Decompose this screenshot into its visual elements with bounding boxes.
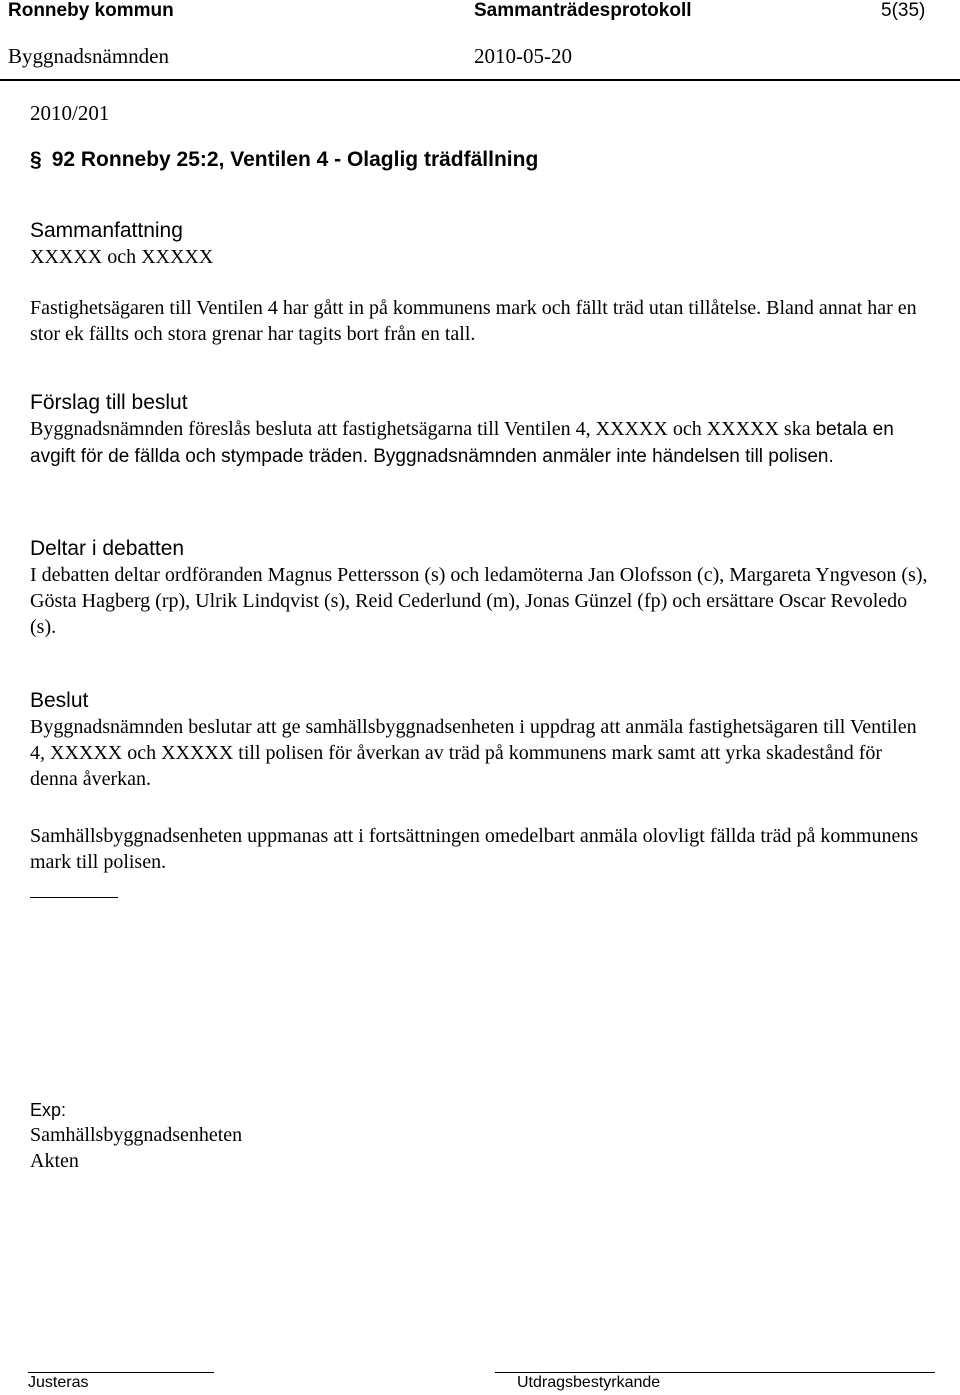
summary-names: XXXXX och XXXXX <box>30 246 214 268</box>
document-type: Sammanträdesprotokoll <box>474 0 692 21</box>
distribution-recipient: Samhällsbyggnadsenheten <box>30 1124 243 1146</box>
decision-text-2-block <box>30 823 930 875</box>
proposal-text-serif: Byggnadsnämnden föreslås besluta att fastighetsägarna till Ventilen 4, XXXXX och XXXXX ska <box>30 418 811 440</box>
debate-text: I debatten deltar ordföranden Magnus Pettersson (s) och ledamöterna Jan Olofsson (c), Margareta Yngveson (s), Gösta Hagberg (rp), Ulrik Lindqvist (s), Reid Cederlund (m), Jonas Günzel (fp) och ersättare Oscar Revoledo (s). <box>30 564 928 638</box>
decision-text-1: Byggnadsnämnden beslutar att ge samhällsbyggnadsenheten i uppdrag att anmäla fastighetsägaren till Ventilen 4, XXXXX och XXXXX till polisen för åverkan av träd på kommunens mark samt att yrka skadestånd för denna åverkan. <box>30 716 917 790</box>
section-end-rule <box>30 897 118 898</box>
debate-section <box>30 536 930 640</box>
meeting-date: 2010-05-20 <box>474 44 572 68</box>
decision-text-2: Samhällsbyggnadsenheten uppmanas att i fortsättningen omedelbart anmäla olovligt fällda träd på kommunens mark till polisen. <box>30 825 919 873</box>
summary-section <box>30 218 930 270</box>
summary-text-block <box>30 295 930 347</box>
proposal-heading: Förslag till beslut <box>30 391 188 414</box>
debate-heading: Deltar i debatten <box>30 537 185 560</box>
section-title <box>30 148 538 172</box>
header-divider <box>0 79 960 81</box>
proposal-text-sans: betala en avgift för de fällda och stympade träden. Byggnadsnämnden anmäler inte händelsen till polisen. <box>30 419 894 467</box>
footer-justeras: Justeras <box>28 1374 89 1391</box>
municipality-name: Ronneby kommun <box>8 0 174 21</box>
summary-text: Fastighetsägaren till Ventilen 4 har gått in på kommunens mark och fällt träd utan tillåtelse. Bland annat har en stor ek fällts och stora grenar har tagits bort från en tall. <box>30 297 917 345</box>
distribution-label: Exp: <box>30 1100 67 1120</box>
section-sign: § <box>30 148 42 171</box>
decision-section <box>30 688 930 792</box>
justeras-signature-line <box>28 1372 214 1373</box>
section-title-text: 92 Ronneby 25:2, Ventilen 4 - Olaglig trädfällning <box>51 148 539 171</box>
committee-name: Byggnadsnämnden <box>8 44 169 68</box>
utdrag-signature-line <box>495 1372 935 1373</box>
proposal-text <box>30 416 930 470</box>
footer-utdragsbestyrkande: Utdragsbestyrkande <box>517 1374 661 1391</box>
page-number: 5(35) <box>881 0 926 21</box>
case-number: 2010/201 <box>30 101 110 125</box>
distribution-section <box>30 1098 930 1174</box>
decision-heading: Beslut <box>30 689 89 712</box>
proposal-section <box>30 390 930 470</box>
distribution-recipient: Akten <box>30 1150 79 1172</box>
summary-heading: Sammanfattning <box>30 219 183 242</box>
